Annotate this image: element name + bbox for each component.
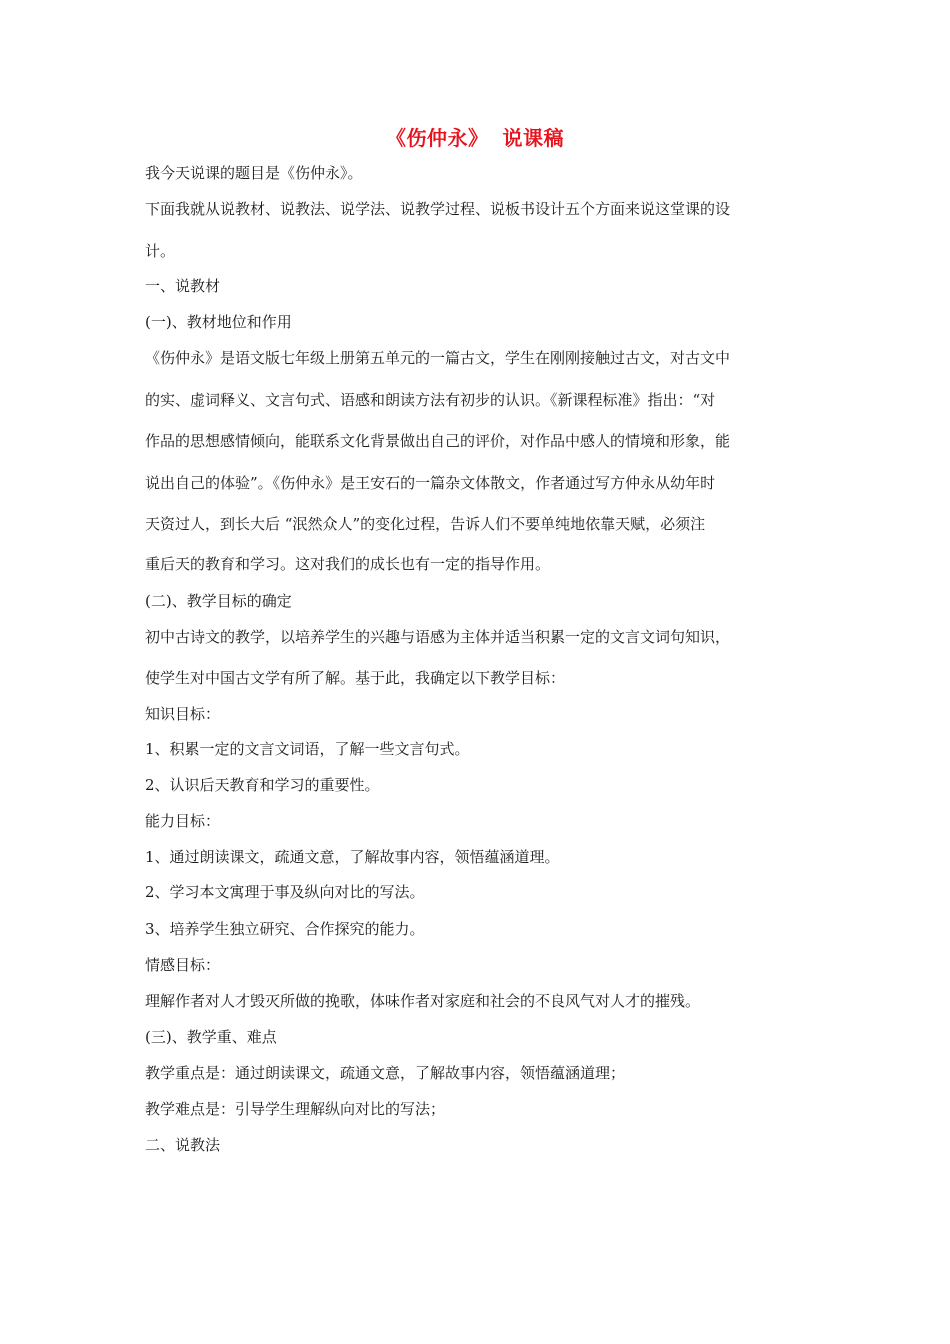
subsection-heading: (三)、教学重、难点 — [145, 1028, 277, 1046]
list-item: 1、积累一定的文言文词语，了解一些文言句式。 — [145, 740, 470, 758]
paragraph-line: 我今天说课的题目是《伤仲永》。 — [145, 164, 363, 182]
paragraph-line: 计。 — [145, 242, 176, 260]
section-heading: 一、说教材 — [145, 277, 221, 295]
paragraph-line: 使学生对中国古文学有所了解。基于此，我确定以下教学目标： — [145, 669, 566, 687]
document-title — [0, 122, 950, 151]
paragraph-line: 天资过人，到长大后 “泯然众人”的变化过程，告诉人们不要单纯地依靠天赋，必须注 — [145, 515, 706, 533]
paragraph-line: 作品的思想感情倾向，能联系文化背景做出自己的评价，对作品中感人的情境和形象，能 — [145, 432, 731, 450]
goal-heading: 知识目标： — [145, 705, 221, 723]
paragraph-line: 重后天的教育和学习。这对我们的成长也有一定的指导作用。 — [145, 555, 551, 573]
paragraph-line: 理解作者对人才毁灭所做的挽歌，体味作者对家庭和社会的不良风气对人才的摧残。 — [145, 992, 701, 1010]
title-text: 《伤仲永》 — [386, 126, 489, 150]
goal-heading: 能力目标： — [145, 812, 221, 830]
list-item: 2、认识后天教育和学习的重要性。 — [145, 776, 380, 794]
subsection-heading: (一)、教材地位和作用 — [145, 313, 292, 331]
subsection-heading: (二)、教学目标的确定 — [145, 592, 292, 610]
list-item: 3、培养学生独立研究、合作探究的能力。 — [145, 920, 425, 938]
paragraph-line: 《伤仲永》是语文版七年级上册第五单元的一篇古文，学生在刚刚接触过古文，对古文中 — [145, 349, 731, 367]
paragraph-line: 的实、虚词释义、文言句式、语感和朗读方法有初步的认识。《新课程标准》指出：“对 — [145, 391, 716, 409]
title-subtext: 说课稿 — [502, 126, 564, 150]
list-item: 2、学习本文寓理于事及纵向对比的写法。 — [145, 883, 425, 901]
paragraph-line: 教学难点是：引导学生理解纵向对比的写法； — [145, 1100, 446, 1118]
paragraph-line: 说出自己的体验”。《伤仲永》是王安石的一篇杂文体散文，作者通过写方仲永从幼年时 — [145, 474, 716, 492]
goal-heading: 情感目标： — [145, 956, 221, 974]
paragraph-line: 教学重点是：通过朗读课文，疏通文意，了解故事内容，领悟蕴涵道理； — [145, 1064, 626, 1082]
section-heading: 二、说教法 — [145, 1136, 221, 1154]
paragraph-line: 下面我就从说教材、说教法、说学法、说教学过程、说板书设计五个方面来说这堂课的设 — [145, 200, 731, 218]
list-item: 1、通过朗读课文，疏通文意，了解故事内容，领悟蕴涵道理。 — [145, 848, 560, 866]
paragraph-line: 初中古诗文的教学，以培养学生的兴趣与语感为主体并适当积累一定的文言文词句知识， — [145, 628, 731, 646]
